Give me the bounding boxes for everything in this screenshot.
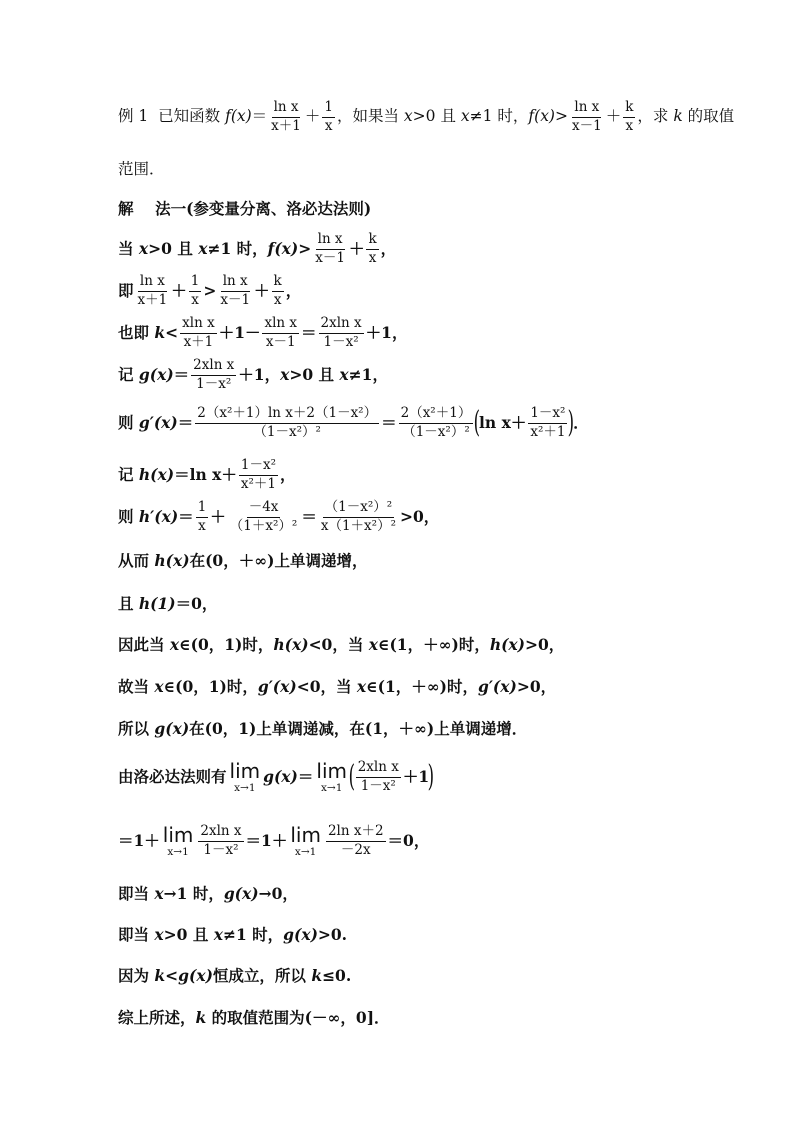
- math-variable: x: [368, 635, 378, 655]
- math-variable: f(x): [267, 239, 299, 259]
- fraction: [272, 274, 284, 308]
- fraction: [136, 274, 170, 308]
- math-variable: h(1): [138, 594, 176, 614]
- text-run: ，: [380, 239, 397, 259]
- text-run: >: [203, 281, 217, 301]
- math-variable: g(x): [154, 719, 190, 739]
- text-run: 也即: [118, 323, 155, 343]
- fraction-numerator: （1－x²）²: [323, 500, 395, 518]
- text-run: ，求: [637, 107, 674, 126]
- text-run: ＝1＋: [118, 831, 160, 851]
- math-variable: x: [138, 239, 149, 259]
- fraction-denominator: x＋1: [137, 291, 168, 308]
- text-line: [118, 232, 396, 266]
- fraction-denominator: （1－x²）²: [253, 423, 321, 440]
- text-run: 在(0，1)上单调递减，在(1，＋∞)上单调递增．: [189, 719, 528, 739]
- fraction: [623, 100, 635, 134]
- fraction: [319, 316, 364, 350]
- text-run: >0 且: [163, 925, 214, 945]
- fraction: [269, 100, 303, 134]
- fraction-numerator: ln x: [316, 232, 345, 250]
- fraction-denominator: x: [625, 117, 634, 134]
- math-variable: k: [311, 966, 323, 986]
- text-run: 的取值: [682, 107, 735, 126]
- text-run: 恒成立，所以: [212, 966, 312, 986]
- text-line: [118, 959, 351, 993]
- text-run: >: [554, 107, 568, 126]
- text-run: ∈(1，＋∞)时，: [366, 677, 478, 697]
- text-line: [118, 824, 429, 858]
- text-run: 即当: [118, 925, 155, 945]
- fraction: [180, 316, 217, 350]
- text-run: ＝1＋: [245, 831, 288, 851]
- big-paren: ): [568, 405, 575, 440]
- math-variable: x: [154, 925, 164, 945]
- fraction-numerator: ln x: [572, 100, 601, 118]
- text-run: 在(0，＋∞)上单调递增，: [189, 551, 368, 571]
- math-variable: h(x): [489, 635, 526, 655]
- limit-subscript: x→1: [320, 781, 343, 794]
- text-run: 因此当: [118, 635, 170, 655]
- text-run: 范围．: [118, 160, 165, 179]
- math-variable: x: [460, 107, 470, 126]
- text-run: >: [298, 239, 312, 259]
- text-run: 综上所述，: [118, 1008, 196, 1028]
- text-run: ＋: [254, 281, 270, 301]
- text-run: →1 时，: [163, 884, 224, 904]
- fraction: [218, 274, 252, 308]
- text-run: ＝: [177, 413, 194, 433]
- fraction-denominator: x－1: [265, 333, 296, 350]
- math-variable: g(x): [138, 365, 174, 385]
- fraction-denominator: x－1: [220, 291, 251, 308]
- text-run: ∈(1，＋∞)时，: [377, 635, 490, 655]
- fraction: [228, 500, 300, 534]
- fraction-numerator: k: [272, 274, 284, 292]
- math-variable: x: [280, 365, 290, 385]
- text-run: 则: [118, 413, 139, 433]
- limit-operator: [229, 758, 261, 794]
- text-run: ＝: [297, 767, 314, 787]
- math-variable: g(x): [178, 966, 213, 986]
- fraction-numerator: 2xln x: [198, 824, 243, 842]
- text-run: 例 1 已知函数: [118, 107, 226, 126]
- limit-subscript: x→1: [294, 845, 317, 858]
- math-variable: h′(x): [138, 507, 179, 527]
- text-run: ＝: [381, 413, 397, 433]
- text-run: ＋: [348, 239, 365, 259]
- text-run: ，: [285, 281, 302, 301]
- fraction: [189, 274, 202, 308]
- fraction-denominator: 1－x²: [360, 777, 396, 794]
- fraction-numerator: xln x: [180, 316, 217, 334]
- text-run: <0，当: [296, 677, 357, 697]
- fraction-numerator: k: [366, 232, 378, 250]
- fraction-numerator: 1: [189, 274, 202, 292]
- text-run: ＋: [605, 107, 622, 126]
- math-variable: f(x): [225, 107, 252, 126]
- fraction: [239, 458, 278, 492]
- text-run: 记: [118, 465, 139, 485]
- fraction-numerator: 2xln x: [319, 316, 364, 334]
- text-run: >0 且: [289, 365, 340, 385]
- fraction: [570, 100, 604, 134]
- fraction-numerator: 1: [322, 100, 335, 118]
- fraction-numerator: 2（x²＋1）: [399, 406, 474, 424]
- text-run: 则: [118, 507, 139, 527]
- text-run: ≠1，: [348, 365, 388, 385]
- fraction-numerator: 2xln x: [356, 760, 401, 778]
- text-line: [118, 274, 301, 308]
- fraction-denominator: x: [198, 517, 206, 534]
- limit-word: lim: [162, 822, 194, 847]
- text-run: ∈(0，1)时，: [179, 635, 274, 655]
- fraction: [198, 824, 243, 858]
- fraction-numerator: 2ln x＋2: [326, 824, 386, 842]
- text-run: <: [165, 323, 179, 343]
- text-line: [118, 358, 388, 392]
- fraction-denominator: x²＋1: [530, 423, 566, 440]
- fraction: [322, 100, 335, 134]
- fraction: [356, 760, 401, 794]
- fraction-denominator: x: [324, 117, 333, 134]
- math-variable: f(x): [528, 107, 555, 126]
- fraction: [195, 406, 379, 440]
- fraction-denominator: （1＋x²）²: [229, 517, 298, 534]
- text-run: 的取值范围为(－∞，0]．: [206, 1008, 390, 1028]
- text-run: 记: [118, 365, 139, 385]
- text-line: [118, 670, 556, 704]
- text-run: <: [165, 966, 179, 986]
- fraction: [191, 358, 236, 392]
- math-variable: x: [169, 635, 180, 655]
- fraction: [366, 232, 378, 266]
- math-variable: k: [673, 107, 683, 126]
- math-variable: h(x): [273, 635, 309, 655]
- text-run: 且: [118, 594, 139, 614]
- fraction: [313, 232, 347, 266]
- text-line: [118, 760, 433, 794]
- text-run: 因为: [118, 966, 155, 986]
- text-line: [118, 918, 347, 952]
- limit-subscript: x→1: [234, 781, 256, 794]
- text-run: ≠1 时，: [207, 239, 268, 259]
- fraction-denominator: x（1＋x²）²: [320, 517, 396, 534]
- text-run: ＋: [171, 281, 187, 301]
- big-paren: ): [427, 759, 435, 794]
- fraction-denominator: 1－x²: [323, 333, 359, 350]
- text-run: 即: [118, 281, 134, 301]
- math-variable: x: [403, 107, 413, 126]
- text-line: [118, 1001, 390, 1035]
- fraction-numerator: 1－x²: [528, 406, 567, 424]
- text-line: [118, 100, 734, 134]
- text-run: ＝0，: [387, 831, 430, 851]
- limit-operator: [316, 758, 347, 794]
- text-run: >0 且: [412, 107, 461, 126]
- math-variable: x: [339, 365, 349, 385]
- math-variable: g′(x): [257, 677, 297, 697]
- text-line: [118, 877, 298, 911]
- fraction-denominator: x＋1: [271, 117, 301, 134]
- text-run: >0，: [516, 677, 557, 697]
- fraction-numerator: 2（x²＋1）ln x＋2（1－x²）: [195, 406, 379, 424]
- fraction-denominator: 1－x²: [196, 375, 232, 392]
- limit-word: lim: [290, 822, 321, 847]
- text-run: ＋1，: [238, 365, 281, 385]
- fraction-denominator: x: [191, 291, 199, 308]
- text-run: ，如果当: [336, 107, 404, 126]
- big-paren: (: [348, 759, 356, 794]
- text-run: <0，当: [308, 635, 369, 655]
- text-run: ，: [280, 465, 296, 485]
- text-run: >0 且: [148, 239, 199, 259]
- fraction-numerator: －4x: [247, 500, 281, 518]
- fraction-denominator: 1－x²: [203, 841, 239, 858]
- math-variable: x: [154, 677, 164, 697]
- fraction-denominator: x: [368, 249, 377, 266]
- text-run: ＝: [251, 107, 268, 126]
- math-variable: g′(x): [138, 413, 178, 433]
- limit-word: lim: [229, 758, 261, 783]
- text-run: ≠1 时，: [222, 925, 284, 945]
- fraction-numerator: 1－x²: [239, 458, 278, 476]
- math-variable: k: [154, 323, 166, 343]
- fraction: [399, 406, 474, 440]
- fraction: [319, 500, 398, 534]
- fraction-numerator: 2xln x: [191, 358, 236, 376]
- fraction-denominator: x＋1: [183, 333, 214, 350]
- limit-operator: [290, 822, 321, 858]
- math-variable: g(x): [263, 767, 298, 787]
- text-line: [118, 712, 527, 746]
- text-line: [118, 192, 371, 226]
- fraction-numerator: xln x: [262, 316, 299, 334]
- math-variable: x: [198, 239, 208, 259]
- math-variable: g(x): [223, 884, 259, 904]
- text-run: 即当: [118, 884, 155, 904]
- text-run: 故当: [118, 677, 155, 697]
- text-line: [118, 544, 367, 578]
- fraction: [326, 824, 386, 858]
- text-run: ∈(0，1)时，: [163, 677, 258, 697]
- big-paren: (: [473, 405, 481, 440]
- text-run: ＝: [301, 507, 317, 527]
- fraction-denominator: x²＋1: [240, 475, 277, 492]
- text-run: ＋1－: [218, 323, 261, 343]
- text-run: >0.: [317, 925, 348, 945]
- fraction-numerator: ln x: [272, 100, 301, 118]
- fraction-numerator: k: [623, 100, 635, 118]
- fraction: [196, 500, 209, 534]
- text-run: →0，: [258, 884, 298, 904]
- fraction-denominator: －2x: [340, 841, 371, 858]
- text-run: ≤0.: [322, 966, 352, 986]
- math-variable: x: [356, 677, 367, 697]
- text-run: >0，: [525, 635, 565, 655]
- text-run: ＝: [173, 365, 190, 385]
- text-run: 解 法一(参变量分离、洛必达法则): [118, 199, 372, 219]
- limit-operator: [162, 822, 194, 858]
- text-run: ＝: [301, 323, 317, 343]
- fraction-numerator: ln x: [138, 274, 167, 292]
- text-line: [118, 628, 564, 662]
- text-line: [118, 153, 165, 187]
- text-run: 当: [118, 239, 139, 259]
- text-run: ＝: [178, 507, 194, 527]
- fraction-numerator: ln x: [221, 274, 250, 292]
- text-run: 由洛必达法则有: [118, 767, 227, 787]
- math-variable: x: [213, 925, 223, 945]
- fraction: [262, 316, 299, 350]
- limit-subscript: x→1: [167, 845, 189, 858]
- fraction-denominator: x－1: [571, 117, 602, 134]
- text-run: ＋: [304, 107, 321, 126]
- text-run: ＋1，: [365, 323, 408, 343]
- text-run: ＋: [210, 507, 226, 527]
- math-variable: h(x): [138, 465, 175, 485]
- text-run: ＝ln x＋: [174, 465, 237, 485]
- text-run: 所以: [118, 719, 155, 739]
- text-line: [118, 406, 589, 440]
- text-line: [118, 458, 296, 492]
- text-run: ≠1 时，: [469, 107, 529, 126]
- fraction-numerator: 1: [196, 500, 209, 518]
- text-line: [118, 316, 407, 350]
- math-variable: g(x): [283, 925, 318, 945]
- text-run: ＋1: [402, 767, 430, 787]
- math-variable: h(x): [154, 551, 190, 571]
- fraction: [528, 406, 567, 440]
- text-run: 从而: [118, 551, 155, 571]
- text-run: ln x＋: [479, 413, 527, 433]
- fraction-denominator: （1－x²）²: [402, 423, 470, 440]
- text-line: [118, 500, 439, 534]
- text-run: ＝0，: [175, 594, 218, 614]
- math-variable: x: [154, 884, 164, 904]
- math-variable: g′(x): [477, 677, 517, 697]
- limit-word: lim: [316, 758, 347, 783]
- math-variable: k: [195, 1008, 207, 1028]
- fraction-denominator: x: [273, 291, 282, 308]
- fraction-denominator: x－1: [315, 249, 345, 266]
- text-run: >0，: [399, 507, 440, 527]
- text-line: [118, 587, 217, 621]
- text-run: ．: [573, 413, 589, 433]
- math-variable: k: [154, 966, 166, 986]
